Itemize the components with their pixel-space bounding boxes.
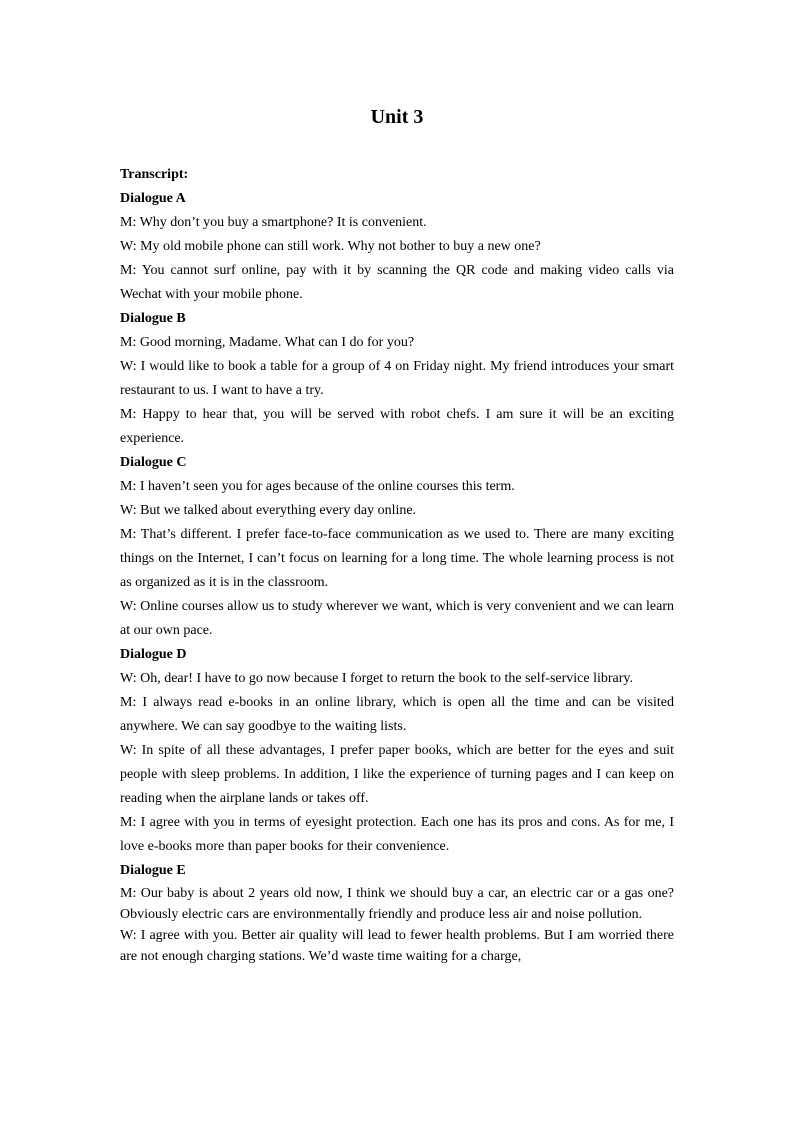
dialogue-d-line: W: In spite of all these advantages, I prefer paper books, which are better for the eyes and suit people with sleep problems. In addition, I like the experience of turning pages and I can keep on reading when the airplane lands or takes off. — [120, 743, 674, 806]
dialogue-e-heading: Dialogue E — [120, 863, 186, 878]
dialogue-b-line: W: I would like to book a table for a group of 4 on Friday night. My friend introduces your smart restaurant to us. I want to have a try. — [120, 359, 674, 398]
dialogue-c-line: M: I haven’t seen you for ages because of the online courses this term. — [120, 479, 515, 494]
dialogue-c-heading: Dialogue C — [120, 455, 187, 470]
dialogue-e-line: M: Our baby is about 2 years old now, I think we should buy a car, an electric car or a gas one? Obviously electric cars are environmentally friendly and produce less air and noise pollution. — [120, 886, 674, 922]
dialogue-d-line: M: I always read e-books in an online library, which is open all the time and can be visited anywhere. We can say goodbye to the waiting lists. — [120, 695, 674, 734]
dialogue-c-line: M: That’s different. I prefer face-to-face communication as we used to. There are many exciting things on the Internet, I can’t focus on learning for a long time. The whole learning process is not as organized as it is in the classroom. — [120, 527, 674, 590]
dialogue-a-line: W: My old mobile phone can still work. Why not bother to buy a new one? — [120, 239, 541, 254]
dialogue-a-line: M: You cannot surf online, pay with it by scanning the QR code and making video calls via Wechat with your mobile phone. — [120, 263, 674, 302]
dialogue-e-line: W: I agree with you. Better air quality will lead to fewer health problems. But I am worried there are not enough charging stations. We’d waste time waiting for a charge, — [120, 928, 674, 964]
dialogue-a-heading: Dialogue A — [120, 191, 186, 206]
dialogue-d-line: W: Oh, dear! I have to go now because I forget to return the book to the self-service library. — [120, 671, 634, 686]
transcript-body — [120, 163, 674, 967]
dialogue-d-line: M: I agree with you in terms of eyesight protection. Each one has its pros and cons. As for me, I love e-books more than paper books for their convenience. — [120, 815, 674, 854]
dialogue-b-line: M: Good morning, Madame. What can I do for you? — [120, 335, 415, 350]
dialogue-a-line: M: Why don’t you buy a smartphone? It is convenient. — [120, 215, 427, 230]
dialogue-c-line: W: Online courses allow us to study wherever we want, which is very convenient and we can learn at our own pace. — [120, 599, 674, 638]
dialogue-d-heading: Dialogue D — [120, 647, 187, 662]
dialogue-b-heading: Dialogue B — [120, 311, 186, 326]
page-title: Unit 3 — [370, 106, 424, 128]
dialogue-c-line: W: But we talked about everything every day online. — [120, 503, 417, 518]
transcript-label: Transcript: — [120, 167, 189, 182]
dialogue-b-line: M: Happy to hear that, you will be served with robot chefs. I am sure it will be an exciting experience. — [120, 407, 674, 446]
